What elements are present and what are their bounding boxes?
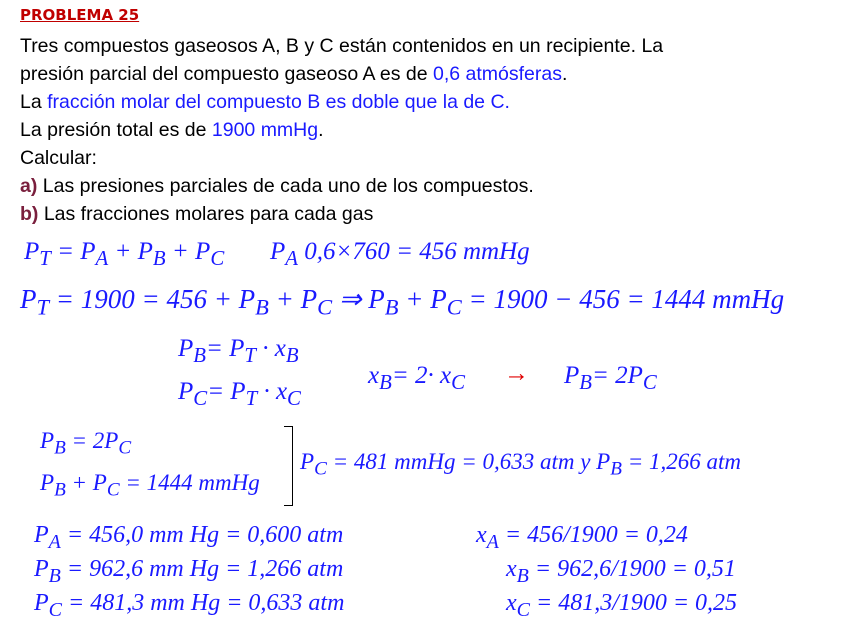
system-eq-2: $P_B + P_C = 1444$ mmHg xyxy=(40,470,260,501)
system-eq-1: $P_B = 2P_C$ xyxy=(40,428,132,459)
system-result: $P_C = 481$ mmHg = 0,633 atm y $P_B = 1,266$ atm xyxy=(300,449,741,480)
statement-line-5: Calcular: xyxy=(20,147,97,169)
statement-line-2: presión parcial del compuesto gaseoso A es de 0,6 atmósferas. xyxy=(20,63,568,85)
equation-xb-relation: $x_B= 2\cdot x_C$ xyxy=(368,362,465,394)
result-xb: $x_B = 962,6/1900 = 0,51$ xyxy=(506,556,736,587)
arrow-icon: → xyxy=(504,360,529,387)
result-xa: $x_A = 456/1900 = 0,24$ xyxy=(476,522,688,553)
equation-pa-value: $P_A$ 0,6×760 = 456 mmHg xyxy=(270,238,530,270)
system-bracket xyxy=(284,426,293,506)
question-a: a) Las presiones parciales de cada uno de los compuestos. xyxy=(20,175,534,197)
statement-line-1: Tres compuestos gaseosos A, B y C están contenidos en un recipiente. La xyxy=(20,35,664,57)
result-pa: $P_A = 456,0$ mm Hg = 0,600 atm xyxy=(34,522,344,553)
equation-total-sum: $P_T = P_A + P_B + P_C$ xyxy=(24,238,225,270)
problem-title: PROBLEMA 25 xyxy=(20,6,140,24)
result-xc: $x_C = 481,3/1900 = 0,25$ xyxy=(506,590,738,621)
result-pc: $P_C = 481,3$ mm Hg = 0,633 atm xyxy=(34,590,345,621)
statement-line-3: La fracción molar del compuesto B es doble que la de C. xyxy=(20,91,510,113)
result-pb: $P_B = 962,6$ mm Hg = 1,266 atm xyxy=(34,556,344,587)
equation-total-value: $P_T = 1900 = 456 + P_B + P_C$ ⇒ $P_B + P_C = 1900 - 456 = 1444$ mmHg xyxy=(20,284,785,320)
equation-pb-relation: $P_B= 2P_C$ xyxy=(564,362,657,394)
equation-pb-fraction: $P_B= P_T \cdot x_B$ xyxy=(178,335,299,367)
statement-line-4: La presión total es de 1900 mmHg. xyxy=(20,119,324,141)
equation-pc-fraction: $P_C= P_T \cdot x_C$ xyxy=(178,378,301,410)
question-b: b) Las fracciones molares para cada gas xyxy=(20,203,374,225)
